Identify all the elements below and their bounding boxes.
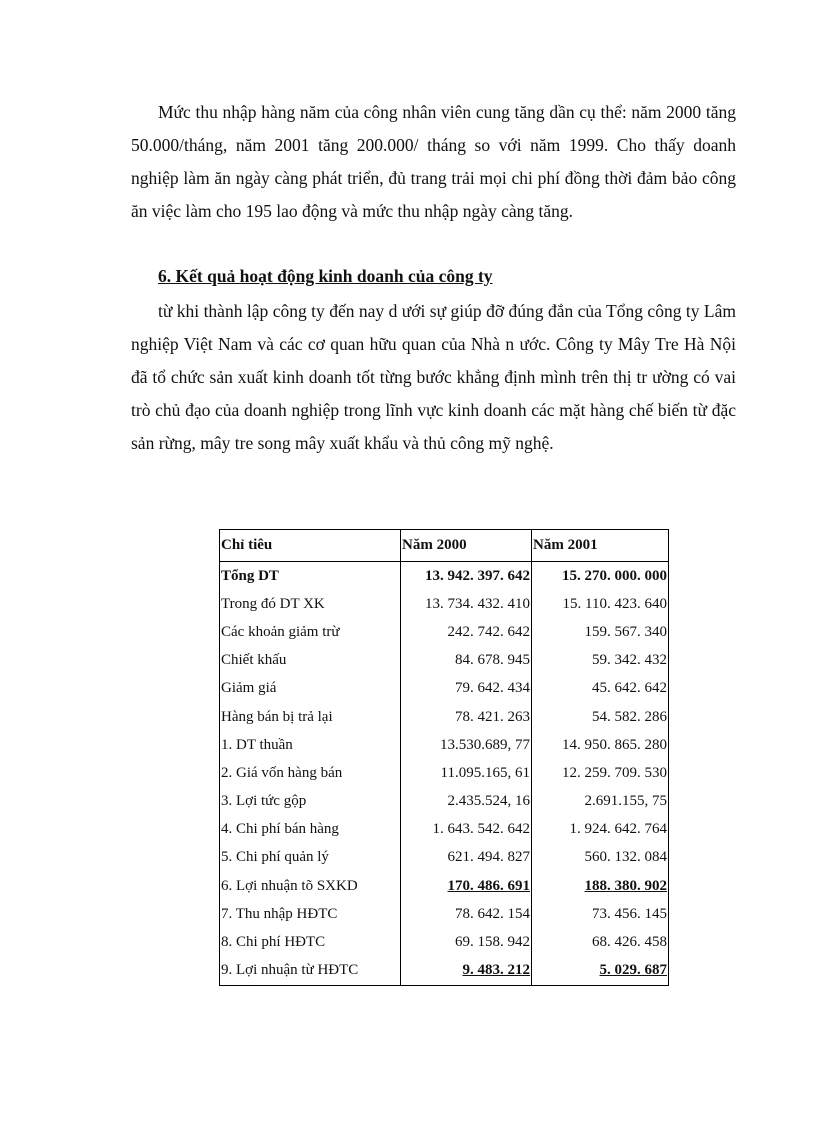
table-header-row (220, 530, 669, 562)
header-indicator: Chỉ tiêu (220, 530, 401, 562)
value-2001: 159. 567. 340 (532, 618, 669, 646)
value-2000: 79. 642. 434 (401, 675, 532, 703)
value-2000: 621. 494. 827 (401, 844, 532, 872)
value-2001: 188. 380. 902 (532, 872, 669, 900)
row-label: 4. Chi phí bán hàng (220, 816, 401, 844)
header-year-2001: Năm 2001 (532, 530, 669, 562)
table-row (220, 647, 669, 675)
table-row (220, 816, 669, 844)
header-year-2000: Năm 2000 (401, 530, 532, 562)
row-label: Trong đó DT XK (220, 590, 401, 618)
row-label: Giảm giá (220, 675, 401, 703)
value-2000: 13. 942. 397. 642 (401, 562, 532, 591)
row-label: Các khoản giảm trừ (220, 618, 401, 646)
table-row (220, 928, 669, 956)
table-row (220, 731, 669, 759)
value-2000: 13.530.689, 77 (401, 731, 532, 759)
row-label: Hàng bán bị trả lại (220, 703, 401, 731)
value-2000: 84. 678. 945 (401, 647, 532, 675)
table-row (220, 957, 669, 986)
row-label: 8. Chi phí HĐTC (220, 928, 401, 956)
row-label: 1. DT thuần (220, 731, 401, 759)
table-row (220, 562, 669, 591)
value-2001: 5. 029. 687 (532, 957, 669, 986)
value-2001: 59. 342. 432 (532, 647, 669, 675)
value-2000: 69. 158. 942 (401, 928, 532, 956)
row-label: 7. Thu nhập HĐTC (220, 900, 401, 928)
value-2001: 15. 110. 423. 640 (532, 590, 669, 618)
value-2000: 11.095.165, 61 (401, 759, 532, 787)
value-2001: 68. 426. 458 (532, 928, 669, 956)
section-heading: 6. Kết quả hoạt động kinh doanh của công ty (158, 266, 493, 286)
row-label: Tổng DT (220, 562, 401, 591)
intro-paragraph: Mức thu nhập hàng năm của công nhân viên cung tăng dần cụ thể: năm 2000 tăng 50.000/tháng, năm 2001 tăng 200.000/ tháng so với năm 1999. Cho thấy doanh nghiệp làm ăn ngày càng phát triển, đủ trang trải mọi chi phí đồng thời đảm bảo công ăn việc làm cho 195 lao động và mức thu nhập ngày càng tăng. (131, 102, 736, 221)
value-2001: 2.691.155, 75 (532, 788, 669, 816)
row-label: 5. Chi phí quản lý (220, 844, 401, 872)
table-row (220, 618, 669, 646)
value-2001: 15. 270. 000. 000 (532, 562, 669, 591)
value-2000: 2.435.524, 16 (401, 788, 532, 816)
value-2001: 73. 456. 145 (532, 900, 669, 928)
value-2000: 9. 483. 212 (401, 957, 532, 986)
table-row (220, 900, 669, 928)
value-2000: 78. 421. 263 (401, 703, 532, 731)
business-results-table (219, 529, 669, 986)
value-2000: 1. 643. 542. 642 (401, 816, 532, 844)
row-label: 9. Lợi nhuận từ HĐTC (220, 957, 401, 986)
company-paragraph: từ khi thành lập công ty đến nay d ưới sự giúp đỡ đúng đắn của Tổng công ty Lâm nghiệp Việt Nam và các cơ quan hữu quan của Nhà n ước. Công ty Mây Tre Hà Nội đã tổ chức sản xuất kinh doanh tốt từng bước khẳng định mình trên thị tr ường có vai trò chủ đạo của doanh nghiệp trong lĩnh vực kinh doanh các mặt hàng chế biến từ đặc sản rừng, mây tre song mây xuất khẩu và thủ công mỹ nghệ. (131, 301, 736, 453)
row-label: 3. Lợi tức gộp (220, 788, 401, 816)
value-2001: 560. 132. 084 (532, 844, 669, 872)
value-2001: 45. 642. 642 (532, 675, 669, 703)
value-2001: 1. 924. 642. 764 (532, 816, 669, 844)
table-row (220, 844, 669, 872)
table-row (220, 872, 669, 900)
row-label: 2. Giá vốn hàng bán (220, 759, 401, 787)
table-row (220, 788, 669, 816)
table-row (220, 703, 669, 731)
value-2001: 14. 950. 865. 280 (532, 731, 669, 759)
value-2000: 242. 742. 642 (401, 618, 532, 646)
table-row (220, 590, 669, 618)
table-row (220, 675, 669, 703)
value-2001: 12. 259. 709. 530 (532, 759, 669, 787)
value-2000: 170. 486. 691 (401, 872, 532, 900)
value-2000: 13. 734. 432. 410 (401, 590, 532, 618)
row-label: 6. Lợi nhuận tõ SXKD (220, 872, 401, 900)
value-2000: 78. 642. 154 (401, 900, 532, 928)
row-label: Chiết khấu (220, 647, 401, 675)
table-row (220, 759, 669, 787)
value-2001: 54. 582. 286 (532, 703, 669, 731)
